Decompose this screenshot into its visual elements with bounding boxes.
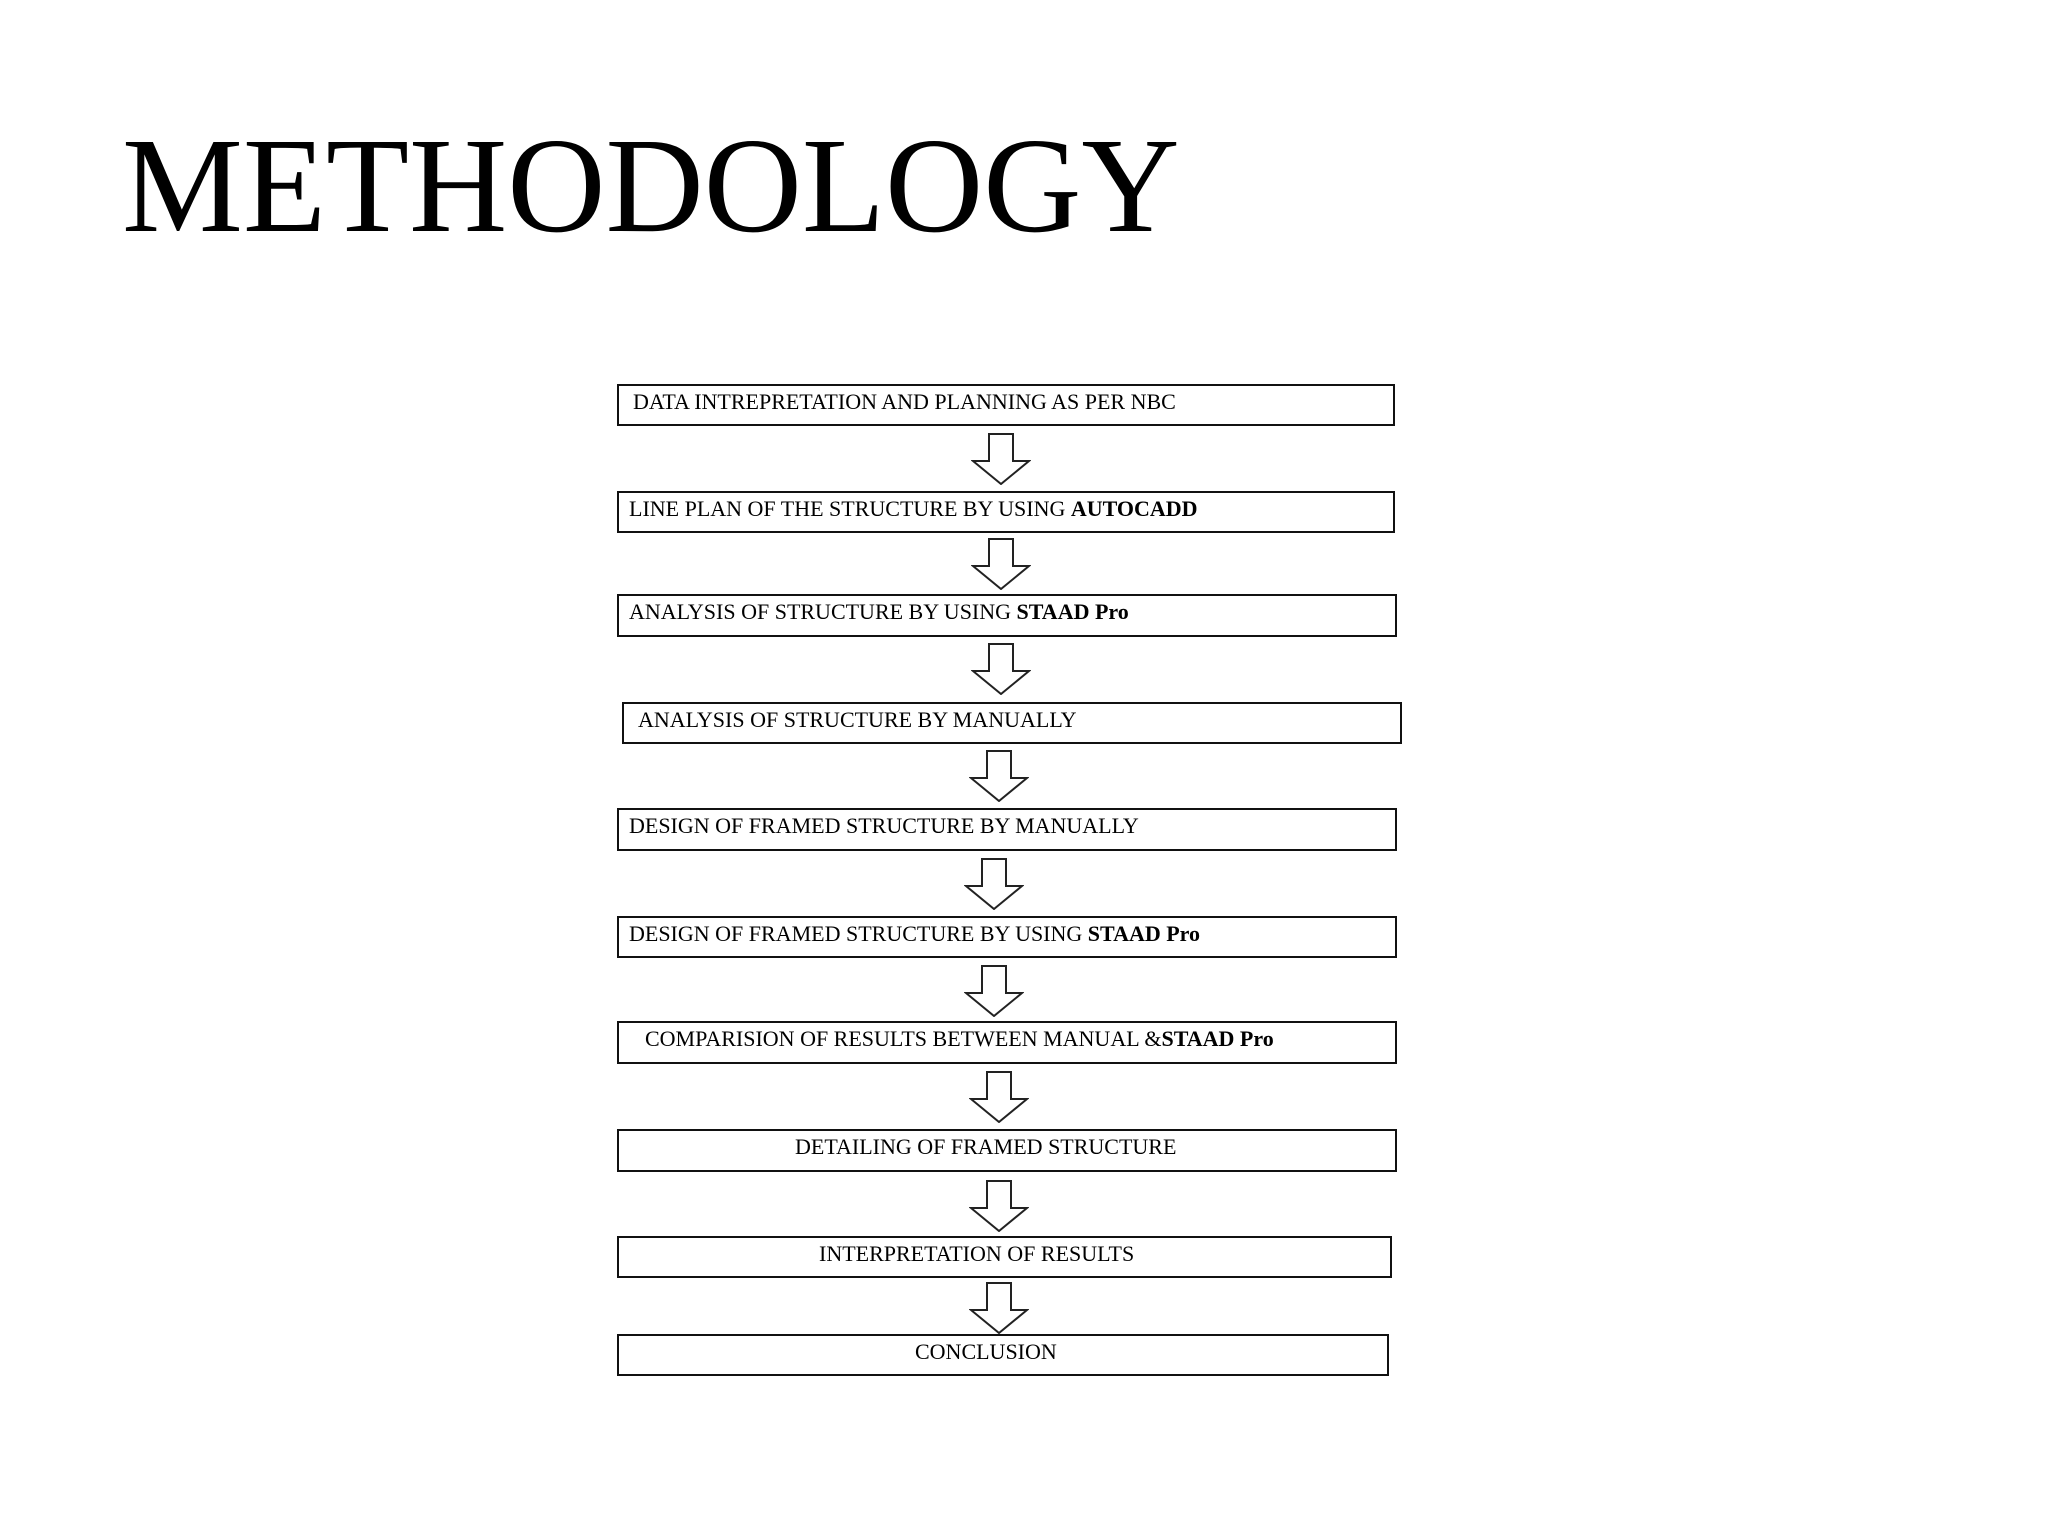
- flow-step-comparison: [617, 1021, 1397, 1064]
- flow-step-text: ANALYSIS OF STRUCTURE BY MANUALLY: [638, 707, 1077, 732]
- flow-step-text: INTERPRETATION OF RESULTS: [819, 1241, 1135, 1266]
- down-arrow-icon: [969, 1282, 1029, 1334]
- flow-step-design-staad: [617, 916, 1397, 958]
- flow-step-analysis-staad: [617, 594, 1397, 637]
- flow-step-bold-text: AUTOCADD: [1070, 496, 1198, 521]
- down-arrow-icon: [971, 643, 1031, 695]
- flow-step-analysis-manual: [622, 702, 1402, 744]
- down-arrow-icon: [971, 538, 1031, 590]
- flow-step-line-plan: [617, 491, 1395, 533]
- flow-step-design-manual: [617, 808, 1397, 851]
- flow-step-text: COMPARISION OF RESULTS BETWEEN MANUAL &: [645, 1026, 1162, 1051]
- flow-step-text: LINE PLAN OF THE STRUCTURE BY USING: [629, 496, 1071, 521]
- flow-step-text: DESIGN OF FRAMED STRUCTURE BY MANUALLY: [629, 813, 1139, 838]
- flow-step-bold-text: STAAD Pro: [1087, 921, 1201, 946]
- flow-step-text: DESIGN OF FRAMED STRUCTURE BY USING: [629, 921, 1088, 946]
- down-arrow-icon: [964, 965, 1024, 1017]
- flow-step-conclusion: [617, 1334, 1389, 1376]
- flow-step-bold-text: STAAD Pro: [1161, 1026, 1274, 1051]
- flow-step-text: CONCLUSION: [915, 1339, 1057, 1364]
- slide-title: METHODOLOGY: [122, 111, 1180, 261]
- flow-step-text: ANALYSIS OF STRUCTURE BY USING: [629, 599, 1017, 624]
- down-arrow-icon: [964, 858, 1024, 910]
- flow-step-bold-text: STAAD Pro: [1016, 599, 1129, 624]
- flow-step-data-interpretation: [617, 384, 1395, 426]
- flow-step-text: DETAILING OF FRAMED STRUCTURE: [795, 1134, 1177, 1159]
- flow-step-detailing: [617, 1129, 1397, 1172]
- down-arrow-icon: [969, 750, 1029, 802]
- flow-step-interpretation: [617, 1236, 1392, 1278]
- flow-step-text: DATA INTREPRETATION AND PLANNING AS PER NBC: [633, 389, 1176, 414]
- down-arrow-icon: [969, 1180, 1029, 1232]
- down-arrow-icon: [971, 433, 1031, 485]
- down-arrow-icon: [969, 1071, 1029, 1123]
